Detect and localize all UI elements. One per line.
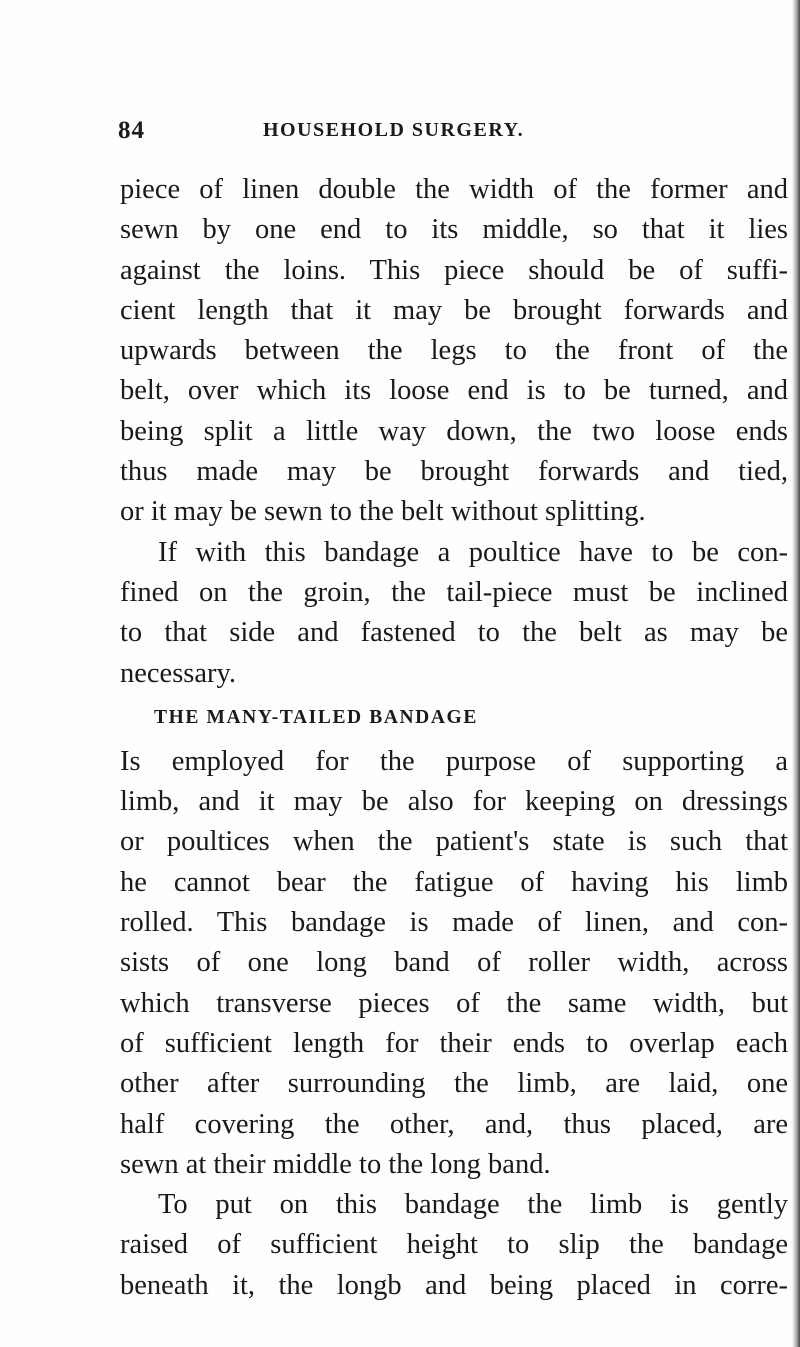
text-line: belt, over which its loose end is to be turned, and	[120, 375, 788, 407]
text-line: sewn by one end to its middle, so that it lies	[120, 214, 788, 246]
text-line: If with this bandage a poultice have to be con-	[158, 536, 788, 568]
text-line: Is employed for the purpose of supporting a	[120, 745, 788, 777]
text-line: or it may be sewn to the belt without splitting.	[120, 496, 646, 528]
text-line: rolled. This bandage is made of linen, and con-	[120, 907, 788, 939]
text-line: sewn at their middle to the long band.	[120, 1148, 551, 1180]
text-line: being split a little way down, the two loose ends	[120, 415, 788, 447]
text-line: of sufficient length for their ends to overlap each	[120, 1027, 788, 1059]
text-line: To put on this bandage the limb is gently	[158, 1189, 788, 1221]
text-line: which transverse pieces of the same width, but	[120, 987, 788, 1019]
text-line: against the loins. This piece should be of suffi-	[120, 254, 788, 286]
text-line: other after surrounding the limb, are laid, one	[120, 1068, 788, 1100]
section-heading: THE MANY-TAILED BANDAGE	[154, 706, 478, 728]
text-line: fined on the groin, the tail-piece must be inclined	[120, 576, 788, 608]
text-line: cient length that it may be brought forwards and	[120, 294, 788, 326]
text-line: raised of sufficient height to slip the bandage	[120, 1229, 788, 1261]
text-line: to that side and fastened to the belt as may be	[120, 617, 788, 649]
text-line: thus made may be brought forwards and tied,	[120, 456, 788, 488]
text-line: upwards between the legs to the front of the	[120, 335, 788, 367]
page-number: 84	[118, 117, 145, 144]
running-head	[118, 117, 793, 147]
text-line: necessary.	[120, 657, 237, 689]
page-edge-shadow	[792, 0, 800, 1347]
text-line: he cannot bear the fatigue of having his limb	[120, 866, 788, 898]
text-line: piece of linen double the width of the former and	[120, 174, 788, 205]
text-line: sists of one long band of roller width, across	[120, 947, 788, 979]
text-line: limb, and it may be also for keeping on dressings	[120, 786, 788, 818]
text-line: beneath it, the longb and being placed in corre-	[120, 1269, 788, 1301]
text-line: half covering the other, and, thus placed, are	[120, 1108, 788, 1140]
text-line: or poultices when the patient's state is such that	[120, 826, 788, 858]
body-text	[120, 170, 788, 1306]
running-title: HOUSEHOLD SURGERY.	[263, 119, 525, 141]
